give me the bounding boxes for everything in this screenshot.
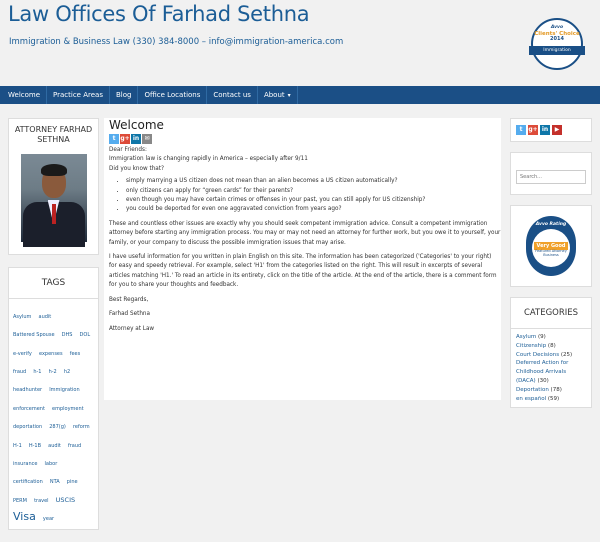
attorney-title: ATTORNEY FARHAD SETHNA [14,125,93,145]
linkedin-icon[interactable]: in [541,126,549,133]
social-widget [510,118,592,142]
tag-link[interactable]: USCIS [55,495,76,504]
tag-link[interactable]: Visa [13,510,36,524]
signature-title: Attorney at Law [109,325,155,332]
email-icon[interactable]: ✉ [142,134,152,144]
tag-link[interactable]: h2 [63,368,71,375]
attorney-widget [8,118,99,255]
tag-link[interactable]: pine [66,479,78,486]
category-item [516,333,586,342]
category-link[interactable]: Court Decisions [516,351,560,358]
linkedin-icon[interactable]: in [132,135,140,142]
categories-header: CATEGORIES [511,298,591,329]
categories-list [511,329,591,407]
search-widget [510,152,592,195]
category-item [516,395,586,404]
nav-item-about-label: About [263,91,285,99]
tag-link[interactable]: insurance [13,460,38,467]
tag-link[interactable]: enforcement [13,405,45,412]
category-link[interactable]: Asylum [516,334,537,340]
category-item [516,359,586,385]
badge-brand: Avvo [550,25,564,30]
nav-item-practice-areas[interactable]: Practice Areas [47,86,110,104]
youtube-icon[interactable]: ▶ [552,125,562,135]
tag-link[interactable]: H-1 [13,442,22,449]
tag-link[interactable]: fraud [13,368,27,375]
site-title[interactable]: Law Offices Of Farhad Sethna [8,2,310,26]
twitter-icon[interactable]: t [516,125,526,135]
category-count: (25) [559,351,573,358]
tag-link[interactable]: h-2 [48,368,57,375]
site-header [0,0,600,84]
tag-link[interactable]: DHS [61,332,73,339]
tag-link[interactable]: h-1 [33,368,42,375]
nav-item-welcome[interactable]: Welcome [2,86,47,104]
badge-title: Clients' Choice [534,30,580,37]
page-title: Welcome [109,118,164,132]
share-buttons [109,134,501,144]
nav-item-blog[interactable]: Blog [110,86,138,104]
tag-link[interactable]: employment [52,405,84,412]
tag-link[interactable]: Immigration [49,387,80,394]
tag-link[interactable]: fees [69,350,81,357]
regards: Best Regards, [109,296,149,303]
category-item [516,386,586,395]
nav-item-about[interactable] [258,86,298,104]
attorney-photo [21,154,87,242]
category-link[interactable]: Deportation [516,386,549,393]
site-tagline: Immigration & Business Law (330) 384-8000 – info@immigration-america.com [9,37,344,47]
tag-link[interactable]: year [42,516,55,523]
category-item [516,351,586,360]
main-nav [0,86,600,104]
main-content [104,118,501,400]
badge-year: 2014 [550,35,564,42]
list-item: • only citizens can apply for “green cards” for their parents? [126,187,501,196]
greeting: Dear Friends: [109,147,147,153]
tag-link[interactable]: audit [48,442,61,449]
category-count: (59) [546,395,560,402]
tag-link[interactable]: DOL [79,332,91,339]
category-count: (9) [536,334,546,340]
tag-link[interactable]: headhunter [13,387,43,394]
twitter-icon[interactable]: t [109,134,119,144]
tag-link[interactable]: H-1B [28,442,42,449]
tag-link[interactable]: PERM [13,497,27,504]
list-item: • you could be deported for even one aggravated conviction from years ago? [126,205,501,214]
category-count: (8) [546,342,556,349]
avvo-rating-widget [510,205,592,287]
nav-item-contact-us[interactable]: Contact us [207,86,258,104]
nav-item-office-locations[interactable]: Office Locations [138,86,207,104]
tag-link[interactable]: reform [72,424,90,431]
right-sidebar [510,118,592,418]
intro-line-1: Immigration law is changing rapidly in America – especially after 9/11 [109,156,308,163]
signature: Farhad Sethna [109,311,151,318]
tags-header: TAGS [9,268,98,299]
rating-sub: Featured Attorney Business [535,249,567,257]
categories-widget [510,297,592,408]
left-sidebar [8,118,99,542]
badge-ribbon: Immigration [529,46,585,55]
tag-cloud [9,299,98,530]
list-item: • simply marrying a US citizen does not mean than an alien becomes a US citizen automatically? [126,177,501,186]
article-body [109,146,501,334]
google-plus-icon[interactable]: g+ [528,126,538,133]
search-input[interactable] [516,170,586,184]
rating-brand: Avvo Rating [535,222,567,227]
paragraph: I have useful information for you written in plain English on this site. The information has been categorized ('Categories' to your right) for easy and speedy retrieval. For example, select 'H1' from the categories listed on the right. This will result in excerpts of several articles matching 'H1.' To read an article in its entirety, click on the title of the article. At the end of the article, there is a comment form for you to share your thoughts and feedback. [109,254,497,289]
tag-link[interactable]: deportation [13,424,43,431]
tag-link[interactable]: Asylum [13,313,32,320]
tag-link[interactable]: NTA [49,479,60,486]
category-item [516,342,586,351]
category-count: (78) [548,386,562,393]
list-item: • even though you may have certain crimes or offenses in your past, you can still apply for US citizenship? [126,196,501,205]
category-link[interactable]: en español [516,395,547,402]
category-count: (30) [535,377,549,384]
chevron-down-icon: ▾ [287,92,291,99]
tag-link[interactable]: 287(g) [49,424,66,431]
category-link[interactable]: Deferred Action for Childhood Arrivals (DACA) [516,360,569,384]
rating-label: Very Good [534,242,568,250]
avvo-clients-choice-badge [531,18,583,70]
tag-link[interactable]: e-verify [13,350,32,357]
category-link[interactable]: Citizenship [516,342,547,349]
facts-list [126,177,501,215]
intro-line-2: Did you know that? [109,165,165,172]
tag-link[interactable]: audit [38,313,52,320]
avvo-rating-badge[interactable] [526,216,576,276]
tag-link[interactable]: certification [13,479,43,486]
google-plus-icon[interactable]: g+ [120,135,130,142]
tag-link[interactable]: expenses [38,350,63,357]
tag-link[interactable]: travel [34,497,49,504]
tags-widget [8,267,99,531]
tag-link[interactable]: labor [44,460,58,467]
tag-link[interactable]: Battered Spouse [13,332,55,339]
paragraph: These and countless other issues are exactly why you should seek competent immigration advice. Consult a competent immigration attorney before starting any immigration process. You may or may not need an attorney for further work, but you owe it to yourself, your family, or your company to discuss the possible immigration issues that may arise. [109,220,501,246]
tag-link[interactable]: fraud [67,442,82,449]
